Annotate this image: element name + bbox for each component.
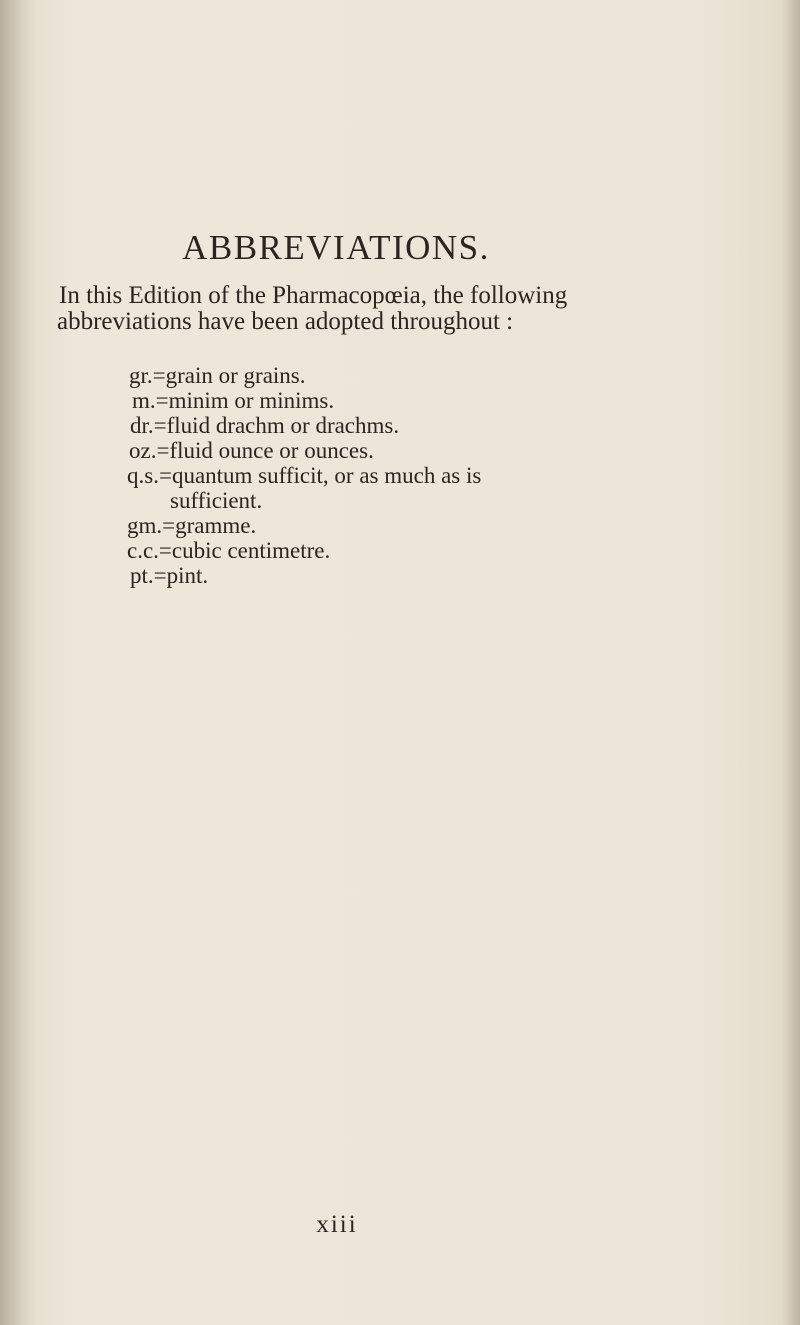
- intro-paragraph: [57, 283, 657, 335]
- page-title: ABBREVIATIONS.: [182, 228, 490, 267]
- abbreviation-list: [127, 363, 667, 588]
- abbreviation-entry: gr.=grain or grains.: [129, 363, 306, 388]
- intro-line: In this Edition of the Pharmacopœia, the following: [59, 282, 568, 309]
- page-number: xiii: [316, 1211, 358, 1238]
- abbreviation-term: gm.: [127, 513, 163, 538]
- abbreviation-entry: dr.=fluid drachm or drachms.: [130, 413, 400, 438]
- abbreviation-entry: m.=minim or minims.: [132, 388, 335, 413]
- abbreviation-term: pt.: [130, 563, 154, 588]
- abbreviation-entry: oz.=fluid ounce or ounces.: [129, 438, 374, 463]
- abbreviation-entry: c.c.=cubic centimetre.: [127, 538, 331, 563]
- page-edge: [782, 0, 800, 1325]
- abbreviation-meaning: minim or minims.: [168, 388, 335, 413]
- abbreviation-term: q.s.: [127, 463, 159, 488]
- abbreviation-meaning: cubic centimetre.: [171, 538, 331, 563]
- abbreviation-entry: gm.=gramme.: [127, 513, 257, 538]
- abbreviation-meaning: quantum sufficit, or as much as is: [171, 463, 482, 488]
- abbreviation-term: m.: [132, 388, 156, 413]
- abbreviation-term: oz.: [129, 438, 157, 463]
- intro-line: abbreviations have been adopted throughout :: [57, 308, 514, 335]
- abbreviation-meaning: grain or grains.: [165, 363, 306, 388]
- abbreviation-entry: q.s.=quantum sufficit, or as much as is sufficient.: [127, 463, 667, 513]
- abbreviation-meaning: gramme.: [175, 513, 257, 538]
- abbreviation-term: dr.: [130, 413, 154, 438]
- abbreviation-entry: pt.=pint.: [130, 563, 209, 588]
- abbreviation-meaning-continued: sufficient.: [170, 488, 263, 513]
- abbreviation-meaning: fluid drachm or drachms.: [166, 413, 400, 438]
- abbreviation-term: c.c.: [127, 538, 159, 563]
- binding-gutter: [0, 0, 38, 1325]
- abbreviation-meaning: pint.: [166, 563, 209, 588]
- abbreviation-meaning: fluid ounce or ounces.: [169, 438, 374, 463]
- abbreviation-term: gr.: [129, 363, 153, 388]
